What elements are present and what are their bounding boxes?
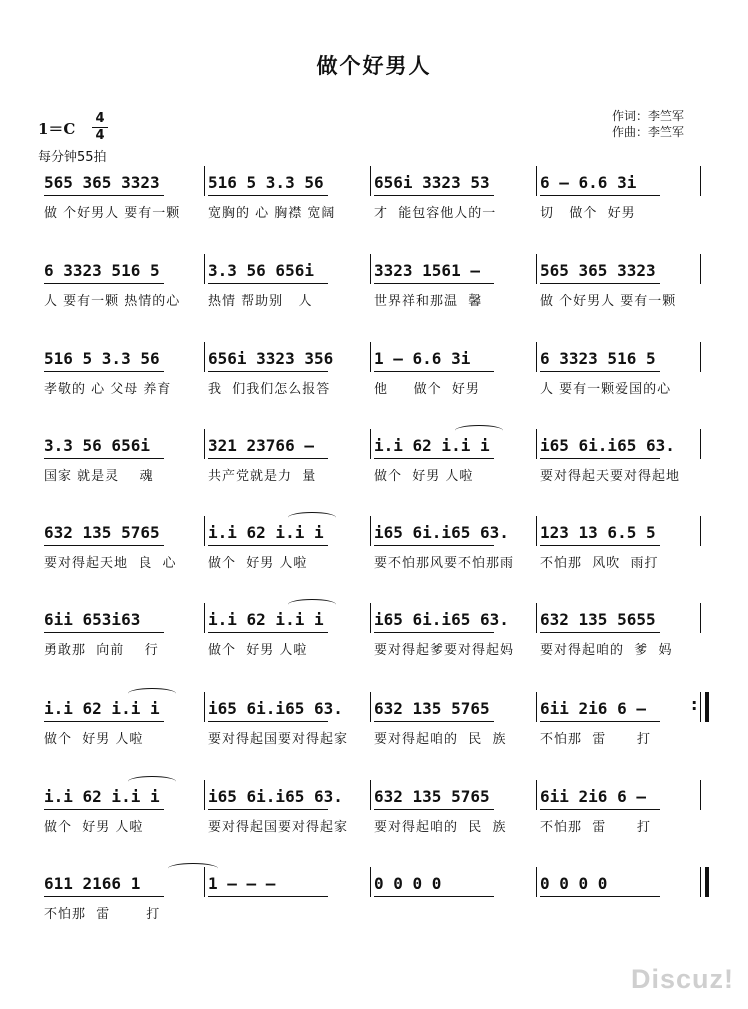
lyricist-credit: 作词：李竺军	[612, 109, 685, 123]
beam-line	[540, 809, 660, 810]
bar-line	[536, 603, 537, 633]
bar-line	[700, 603, 701, 633]
measure-lyrics: 要对得起咱的 爹 妈	[540, 643, 673, 658]
bar-line	[204, 516, 205, 546]
measure-notes: i.i 62 i.i i	[44, 699, 160, 718]
measure-notes: 632 135 5765	[374, 699, 490, 718]
score-system	[0, 431, 748, 506]
bar-line	[370, 603, 371, 633]
measure-lyrics: 要对得起天要对得起地	[540, 469, 681, 484]
beam-line	[374, 809, 494, 810]
beam-line	[374, 896, 494, 897]
measure-notes: i.i 62 i.i i	[208, 610, 324, 629]
time-signature-bottom: 4	[95, 128, 105, 143]
bar-line	[204, 429, 205, 459]
measure-lyrics: 世界祥和那温 馨	[374, 294, 483, 309]
slur	[128, 776, 176, 787]
time-signature-top: 4	[95, 111, 105, 126]
beam-line	[208, 283, 328, 284]
measure-lyrics: 热情 帮助别 人	[208, 294, 313, 309]
measure-notes: 6 3323 516 5	[540, 349, 656, 368]
bar-line	[204, 342, 205, 372]
measure-lyrics: 要不怕那风要不怕那雨	[374, 556, 515, 571]
beam-line	[540, 721, 660, 722]
bar-line	[700, 516, 701, 546]
measure-lyrics: 做 个好男人 要有一颗	[540, 294, 677, 309]
measure-lyrics: 要对得起天地 良 心	[44, 556, 177, 571]
beam-line	[540, 545, 660, 546]
measure-notes: i65 6i.i65 63.	[208, 699, 343, 718]
measure-lyrics: 要对得起国要对得起家	[208, 820, 349, 835]
song-title: 做个好男人	[316, 54, 432, 78]
composer-credit: 作曲：李竺军	[612, 125, 685, 139]
credits	[612, 108, 684, 140]
measure-notes: 656i 3323 356	[208, 349, 334, 368]
measure-notes: 516 5 3.3 56	[208, 173, 324, 192]
bar-line	[700, 429, 701, 459]
bar-line	[204, 780, 205, 810]
measure-lyrics: 要对得起爹要对得起妈	[374, 643, 515, 658]
beam-line	[44, 721, 164, 722]
measure-lyrics: 勇敢那 向前 行	[44, 643, 159, 658]
bar-line	[370, 342, 371, 372]
beam-line	[374, 195, 494, 196]
beam-line	[540, 896, 660, 897]
measure-notes: i.i 62 i.i i	[44, 787, 160, 806]
bar-line	[536, 342, 537, 372]
measure-notes: 565 365 3323	[44, 173, 160, 192]
measure-notes: 6 – 6.6 3i	[540, 173, 637, 192]
bar-line	[536, 254, 537, 284]
measure-notes: 0 0 0 0	[374, 874, 442, 893]
measure-notes: 6ii 2i6 6 –	[540, 787, 646, 806]
beam-line	[44, 195, 164, 196]
measure-lyrics: 国家 就是灵 魂	[44, 469, 154, 484]
measure-lyrics: 我 们我们怎么报答	[208, 382, 331, 397]
measure-lyrics: 要对得起国要对得起家	[208, 732, 349, 747]
final-bar-line	[700, 867, 709, 897]
measure-lyrics: 孝敬的 心 父母 养育	[44, 382, 172, 397]
bar-line	[536, 166, 537, 196]
measure-lyrics: 宽胸的 心 胸襟 宽阔	[208, 206, 336, 221]
measure-notes: 0 0 0 0	[540, 874, 608, 893]
beam-line	[374, 721, 494, 722]
beam-line	[44, 283, 164, 284]
measure-lyrics: 做个 好男 人啦	[374, 469, 474, 484]
slur	[288, 599, 336, 610]
bar-line	[370, 867, 371, 897]
measure-lyrics: 人 要有一颗爱国的心	[540, 382, 672, 397]
bar-line	[204, 254, 205, 284]
watermark-logo: Discuz!	[630, 964, 734, 994]
measure-notes: 1 – 6.6 3i	[374, 349, 471, 368]
beam-line	[374, 458, 494, 459]
measure-notes: 321 23766 –	[208, 436, 314, 455]
bar-line	[370, 166, 371, 196]
score-system	[0, 256, 748, 331]
measure-notes: 3.3 56 656i	[208, 261, 314, 280]
measure-lyrics: 要对得起咱的 民 族	[374, 732, 507, 747]
score-system	[0, 694, 748, 769]
measure-notes: i.i 62 i.i i	[374, 436, 490, 455]
beam-line	[208, 809, 328, 810]
measure-notes: 632 135 5765	[374, 787, 490, 806]
measure-lyrics: 共产党就是力 量	[208, 469, 317, 484]
beam-line	[208, 195, 328, 196]
score-system	[0, 869, 748, 944]
measure-notes: 123 13 6.5 5	[540, 523, 656, 542]
bar-line	[536, 516, 537, 546]
bar-line	[370, 254, 371, 284]
measure-notes: i65 6i.i65 63.	[540, 436, 675, 455]
bar-line	[370, 780, 371, 810]
measure-notes: 516 5 3.3 56	[44, 349, 160, 368]
bar-line	[370, 429, 371, 459]
score-system	[0, 782, 748, 857]
bar-line	[536, 429, 537, 459]
measure-lyrics: 做个 好男 人啦	[208, 556, 308, 571]
beam-line	[540, 195, 660, 196]
measure-notes: 6 3323 516 5	[44, 261, 160, 280]
beam-line	[208, 458, 328, 459]
beam-line	[44, 896, 164, 897]
beam-line	[208, 632, 328, 633]
measure-lyrics: 才 能包容他人的一	[374, 206, 497, 221]
measure-notes: i65 6i.i65 63.	[208, 787, 343, 806]
beam-line	[208, 545, 328, 546]
beam-line	[208, 721, 328, 722]
beam-line	[540, 632, 660, 633]
measure-lyrics: 不怕那 风吹 雨打	[540, 556, 659, 571]
measure-lyrics: 做 个好男人 要有一颗	[44, 206, 181, 221]
bar-line	[536, 780, 537, 810]
measure-notes: 632 135 5765	[44, 523, 160, 542]
measure-lyrics: 做个 好男 人啦	[44, 732, 144, 747]
measure-lyrics: 不怕那 雷 打	[44, 907, 161, 922]
measure-notes: 1 – – –	[208, 874, 276, 893]
measure-notes: 611 2166 1	[44, 874, 141, 893]
bar-line	[204, 692, 205, 722]
beam-line	[208, 371, 328, 372]
score-system	[0, 605, 748, 680]
measure-lyrics: 做个 好男 人啦	[208, 643, 308, 658]
slur	[455, 425, 503, 436]
measure-lyrics: 要对得起咱的 民 族	[374, 820, 507, 835]
measure-lyrics: 人 要有一颗 热情的心	[44, 294, 181, 309]
measure-lyrics: 不怕那 雷 打	[540, 732, 652, 747]
score-system	[0, 518, 748, 593]
bar-line	[204, 166, 205, 196]
tempo-marking: 每分钟55拍	[38, 150, 107, 165]
measure-notes: 632 135 5655	[540, 610, 656, 629]
slur	[128, 688, 176, 699]
beam-line	[540, 283, 660, 284]
bar-line	[700, 166, 701, 196]
key-signature: 1＝C	[38, 120, 76, 138]
time-signature	[92, 112, 108, 143]
measure-lyrics: 他 做个 好男	[374, 382, 480, 397]
score-system	[0, 168, 748, 243]
measure-notes: i.i 62 i.i i	[208, 523, 324, 542]
slur	[288, 512, 336, 523]
beam-line	[540, 371, 660, 372]
beam-line	[44, 632, 164, 633]
beam-line	[540, 458, 660, 459]
score-system	[0, 344, 748, 419]
measure-lyrics: 不怕那 雷 打	[540, 820, 652, 835]
measure-notes: i65 6i.i65 63.	[374, 523, 509, 542]
beam-line	[44, 371, 164, 372]
bar-line	[700, 780, 701, 810]
bar-line	[370, 692, 371, 722]
beam-line	[208, 896, 328, 897]
measure-notes: 3323 1561 –	[374, 261, 480, 280]
bar-line	[536, 692, 537, 722]
bar-line	[700, 254, 701, 284]
measure-notes: 565 365 3323	[540, 261, 656, 280]
beam-line	[374, 283, 494, 284]
measure-lyrics: 切 做个 好男	[540, 206, 636, 221]
beam-line	[374, 632, 494, 633]
measure-notes: i65 6i.i65 63.	[374, 610, 509, 629]
repeat-bar-line	[700, 692, 709, 722]
measure-notes: 6ii 2i6 6 –	[540, 699, 646, 718]
beam-line	[374, 545, 494, 546]
bar-line	[370, 516, 371, 546]
measure-notes: 3.3 56 656i	[44, 436, 150, 455]
measure-notes: 6ii 653i63	[44, 610, 141, 629]
measure-lyrics: 做个 好男 人啦	[44, 820, 144, 835]
beam-line	[44, 458, 164, 459]
beam-line	[44, 809, 164, 810]
beam-line	[374, 371, 494, 372]
beam-line	[44, 545, 164, 546]
bar-line	[204, 603, 205, 633]
tie	[168, 863, 218, 874]
measure-notes: 656i 3323 53	[374, 173, 490, 192]
bar-line	[536, 867, 537, 897]
bar-line	[700, 342, 701, 372]
